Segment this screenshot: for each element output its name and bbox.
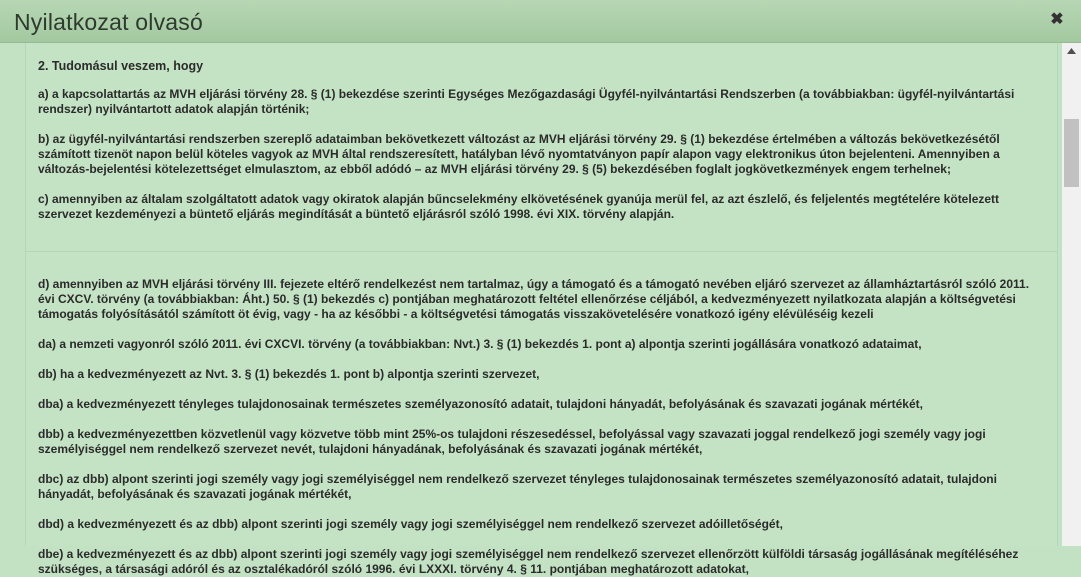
scroll-up-button[interactable] bbox=[1062, 43, 1081, 60]
close-icon[interactable]: ✖ bbox=[1050, 11, 1064, 28]
document-viewer[interactable] bbox=[25, 43, 1058, 576]
scrollbar-thumb[interactable] bbox=[1064, 119, 1079, 187]
paragraph-b: b) az ügyfél-nyilvántartási rendszerben szereplő adataimban bekövetkezett változást az MVH eljárási törvény 29. § (1) bekezdése értelmében a változás bekövetkezésétől számított tizenöt napon belül köteles vagyok az MVH által rendszeresített, hatályban lévő nyomtatványon papír alapon vagy elektronikus úton bejelenteni. Amennyiben a változás-bejelentési kötelezettséget elmulasztom, az ebből adódó – az MVH eljárási törvény 29. § (5) bekezdésében foglalt jogkövetkezmények engem terhelnek; bbox=[38, 132, 1000, 176]
dialog-title: Nyilatkozat olvasó bbox=[14, 9, 203, 35]
paragraph-a: a) a kapcsolattartás az MVH eljárási törvény 28. § (1) bekezdése szerinti Egységes Mezőgazdasági Ügyfél-nyilvántartási Rendszerben (a továbbiakban: ügyfél-nyilvántartási rendszer) nyilvántartott adatok alapján történik; bbox=[38, 87, 1015, 116]
paragraph-db: db) ha a kedvezményezett az Nvt. 3. § (1) bekezdés 1. pont b) alpontja szerinti szervezet, bbox=[38, 367, 540, 381]
paragraph-dbb: dbb) a kedvezményezettben közvetlenül vagy közvetve több mint 25%-os tulajdoni részesedéssel, befolyással vagy szavazati joggal rendelkező jogi személy vagy jogi személyiséggel nem rendelkező szervezet nevét, tulajdoni hányadának, befolyásának és szavazati jogának mértékét, bbox=[38, 427, 986, 456]
paragraph-dbe: dbe) a kedvezményezett és az dbb) alpont szerinti jogi személy vagy jogi személyiséggel nem rendelkező szervezet ellenőrzött külföldi társaság jogállásának megítéléséhez szükséges, a társasági adóról és az osztalékadóról szóló 1996. évi LXXXI. törvény 4. § 11. pontjában meghatározott adatokat, bbox=[38, 547, 1019, 576]
section-divider bbox=[26, 237, 1057, 252]
paragraph-dba: dba) a kedvezményezett tényleges tulajdonosainak természetes személyazonosító adatait, tulajdoni hányadát, befolyásának és szavazati jogának mértékét, bbox=[38, 397, 923, 411]
paragraph-d: d) amennyiben az MVH eljárási törvény III. fejezete eltérő rendelkezést nem tartalmaz, úgy a támogató és a támogató nevében eljáró szervezet az államháztartásról szóló 2011. évi CXCV. törvény (a továbbiakban: Áht.) 50. § (1) bekezdés c) pontjában meghatározott feltétel ellenőrzése céljából, a kedvezményezett nyilatkozata alapján a költségvetési támogatás folyósításától számított öt évig, vagy - ha az későbbi - a költségvetési támogatás visszakövetelésére vonatkozó igény elévüléséig kezeli bbox=[38, 277, 1030, 321]
paragraph-dbd: dbd) a kedvezményezett és az dbb) alpont szerinti jogi személy vagy jogi személyiséggel nem rendelkező szervezet adóilletőségét, bbox=[38, 517, 783, 531]
document-body bbox=[26, 43, 1057, 577]
dialog-title-bar bbox=[0, 0, 1081, 43]
paragraph-dbc: dbc) az dbb) alpont szerinti jogi személy vagy jogi személyiséggel nem rendelkező szervezet tényleges tulajdonosainak természetes személyazonosító adatait, tulajdoni hányadát, befolyásának és szavazati jogának mértékét, bbox=[38, 472, 997, 501]
triangle-up-icon bbox=[1067, 48, 1076, 54]
vertical-scrollbar[interactable] bbox=[1062, 43, 1081, 546]
paragraph-da: da) a nemzeti vagyonról szóló 2011. évi CXCVI. törvény (a továbbiakban: Nvt.) 3. § (1) bekezdés 1. pont a) alpontja szerinti jogállására vonatkozó adataimat, bbox=[38, 337, 922, 351]
section-heading: 2. Tudomásul veszem, hogy bbox=[38, 59, 204, 73]
paragraph-c: c) amennyiben az általam szolgáltatott adatok vagy okiratok alapján bűncselekmény elkövetésének gyanúja merül fel, az azt észlelő, és feljelentés megtételére kötelezett szervezet kezdeményezi a büntető eljárás megindítását a büntető eljárásról szóló 1998. évi XIX. törvény alapján. bbox=[38, 192, 1000, 221]
